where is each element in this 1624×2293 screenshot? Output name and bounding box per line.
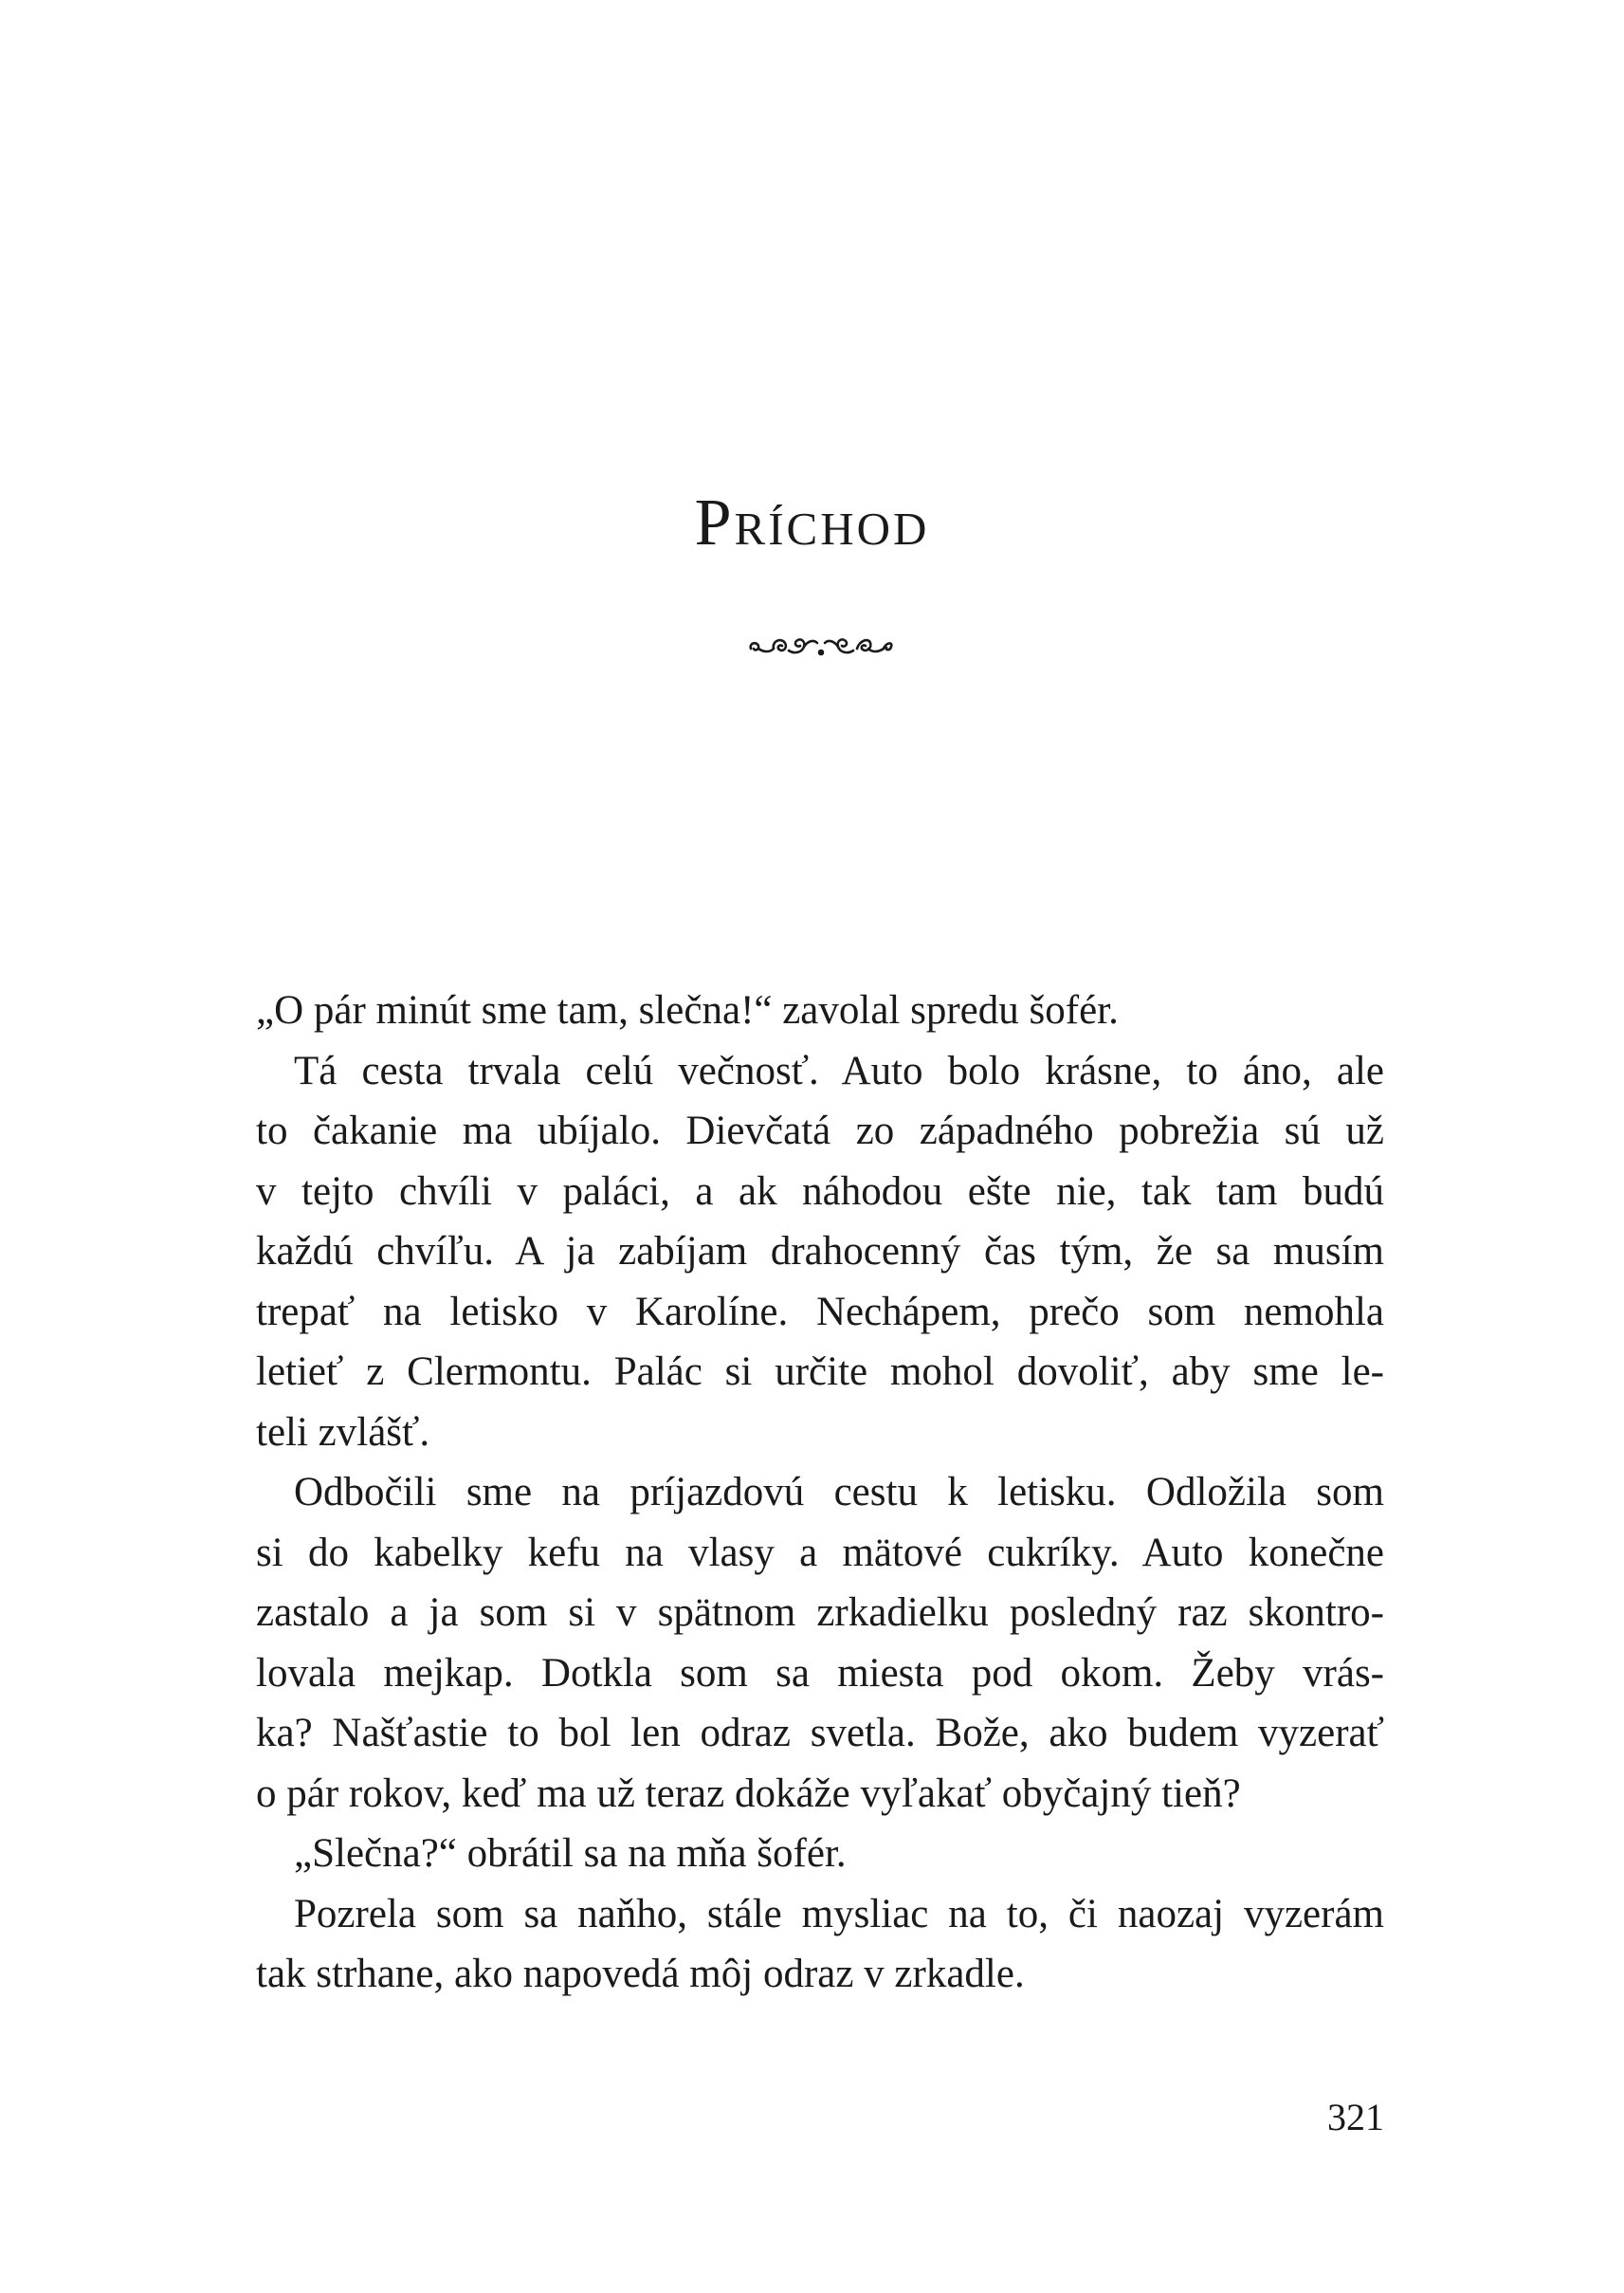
chapter-title: Príchod	[694, 486, 930, 559]
text-line: trepať na letisko v Karolíne. Nechápem, prečo som nemohla	[256, 1289, 1384, 1334]
text-line: v tejto chvíli v paláci, a ak náhodou ešte nie, tak tam budú	[256, 1168, 1384, 1214]
text-line: lovala mejkap. Dotkla som sa miesta pod okom. Žeby vrás-	[256, 1650, 1384, 1696]
text-line: Odbočili sme na príjazdovú cestu k letisku. Odložila som	[294, 1470, 1384, 1514]
text-line: o pár rokov, keď ma už teraz dokáže vyľakať obyčajný tieň?	[256, 1770, 1241, 1816]
text-line: tak strhane, ako napovedá môj odraz v zrkadle.	[256, 1952, 1025, 1996]
body-text	[256, 981, 1384, 2005]
text-line: Tá cesta trvala celú večnosť. Auto bolo krásne, to áno, ale	[294, 1048, 1384, 1093]
text-line: Pozrela som sa naňho, stále mysliac na to, či naozaj vyzerám	[294, 1891, 1384, 1936]
text-line: letieť z Clermontu. Palác si určite mohol dovoliť, aby sme le-	[256, 1349, 1384, 1394]
text-line: „Slečna?“ obrátil sa na mňa šofér.	[294, 1831, 847, 1876]
text-line: ka? Našťastie to bol len odraz svetla. Bože, ako budem vyzerať	[256, 1711, 1384, 1755]
swirl-ornament-icon	[745, 628, 897, 666]
text-line: zastalo a ja som si v spätnom zrkadielku posledný raz skontro-	[256, 1590, 1384, 1635]
text-line: „O pár minút sme tam, slečna!“ zavolal spredu šofér.	[256, 988, 1119, 1033]
text-line: každú chvíľu. A ja zabíjam drahocenný čas tým, že sa musím	[256, 1229, 1384, 1274]
text-line: teli zvlášť.	[256, 1409, 430, 1455]
text-line: to čakanie ma ubíjalo. Dievčatá zo západného pobrežia sú už	[256, 1109, 1384, 1153]
text-line: si do kabelky kefu na vlasy a mätové cukríky. Auto konečne	[256, 1530, 1384, 1575]
page-number: 321	[1327, 2096, 1384, 2138]
